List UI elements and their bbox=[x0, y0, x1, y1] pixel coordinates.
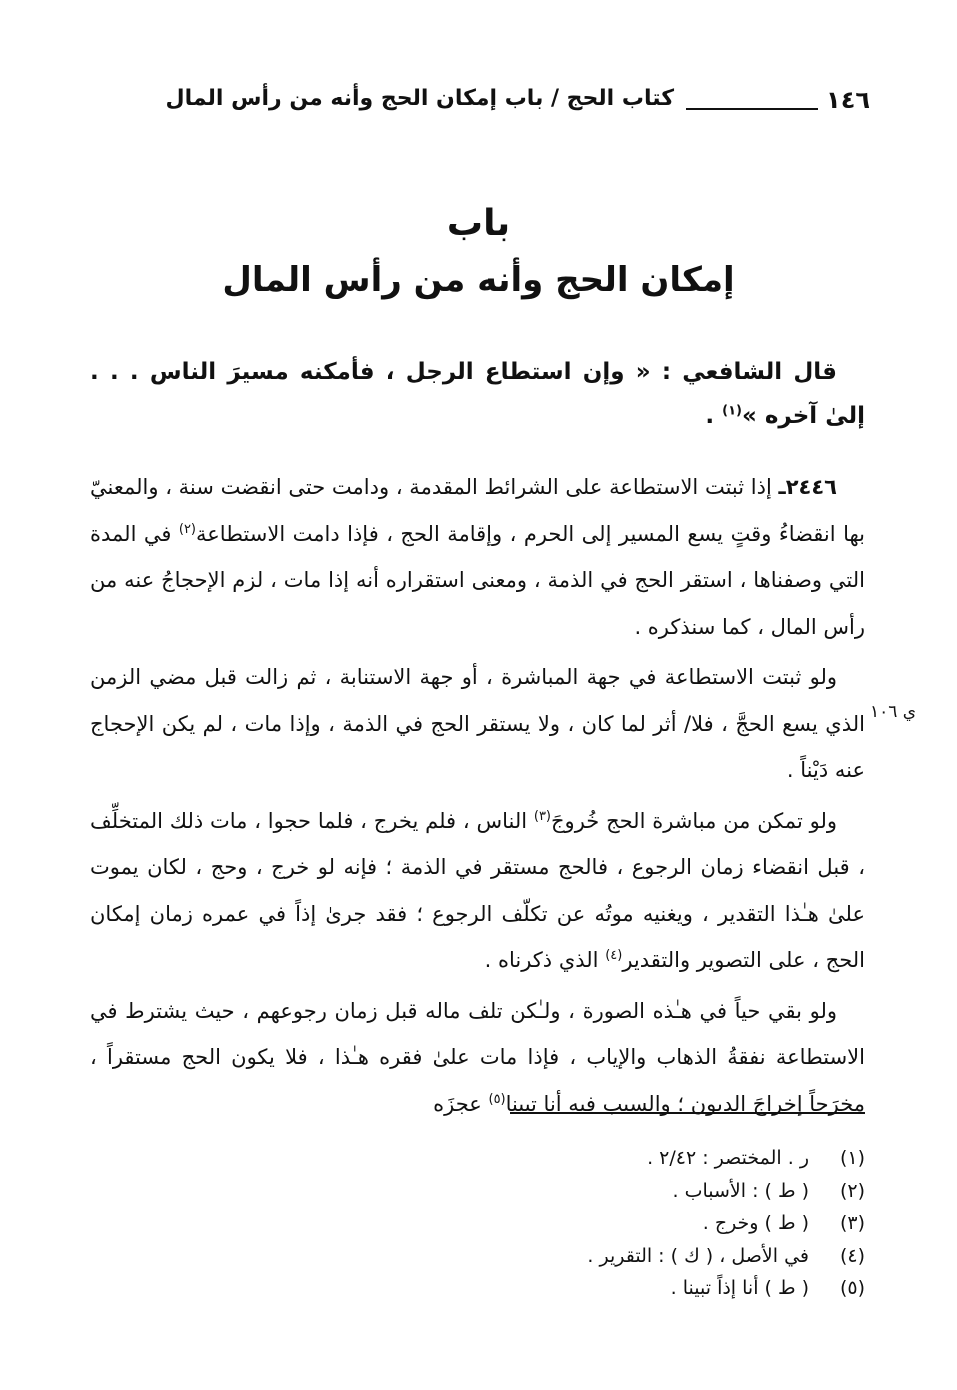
quote-text: قال الشافعي : « وإن استطاع الرجل ، فأمكنه مسيرَ الناس . . . إلىٰ آخره » bbox=[90, 359, 865, 429]
chapter-label: باب bbox=[446, 203, 511, 244]
chapter-title: إمكان الحج وأنه من رأس المال bbox=[222, 260, 735, 300]
footnote-item bbox=[245, 1240, 865, 1273]
paragraph bbox=[90, 798, 865, 984]
paragraph-text: إذا ثبتت الاستطاعة على الشرائط المقدمة ، ودامت حتى انقضت سنة ، والمعنيّ بها انقضاءُ وقتٍ يسع المسير إلى الحرم ، وإقامة الحج ، فإذا دامت الاستطاعة bbox=[90, 475, 865, 546]
footnote-ref-5: (٥) bbox=[488, 1091, 506, 1107]
footnote-number: (١) bbox=[839, 1147, 865, 1169]
chapter-heading bbox=[0, 196, 957, 308]
footnote-text: في الأصل ، ( ك ) : التقرير . bbox=[587, 1244, 809, 1267]
footnote-ref-1: (١) bbox=[722, 403, 742, 419]
paragraph-text: ولو ثبتت الاستطاعة في جهة المباشرة ، أو جهة الاستنابة ، ثم زالت قبل مضي الزمن الذي يسع الحجَّ ، فلا/ أثر لما كان ، ولا يستقر الحج في الذمة ، وإذا مات ، لم يكن الإحجاج عنه دَيْناً . bbox=[90, 665, 865, 782]
footnote-text: ( ط ) : الأسباب . bbox=[672, 1179, 809, 1202]
footnote-number: (٥) bbox=[839, 1277, 865, 1299]
page-number: ١٤٦ bbox=[826, 86, 870, 114]
shafii-quote bbox=[90, 350, 865, 438]
paragraph-text: الذي ذكرناه . bbox=[484, 948, 606, 972]
footnote-text: ( ط ) وخرج . bbox=[702, 1212, 809, 1234]
paragraph-number: ٢٤٤٦ـ bbox=[778, 475, 837, 499]
footnote-number: (٣) bbox=[839, 1212, 865, 1234]
footnote-item bbox=[245, 1207, 865, 1240]
footnotes bbox=[245, 1142, 865, 1305]
footnote-ref-2: (٢) bbox=[178, 521, 196, 537]
running-header bbox=[80, 86, 870, 126]
manuscript-margin-note: ي ١٠٦ bbox=[870, 702, 917, 722]
paragraph-text: ولو بقي حياً في هـٰذه الصورة ، ولـٰكن تلف ماله قبل زمان رجوعهم ، حيث يشترط في الاستطاعة نفقةُ الذهاب والإياب ، فإذا مات علىٰ فقره هـٰذا ، فلا يكون الحج مستقراً ، مخرَجاً إخراجَ الديون ؛ والسبب فيه أنا تبينا bbox=[90, 998, 865, 1116]
paragraph-2446 bbox=[90, 464, 865, 650]
running-title: كتاب الحج / باب إمكان الحج وأنه من رأس المال bbox=[165, 86, 674, 111]
footnote-text: ر . المختصر : ٢/٤٢ . bbox=[647, 1147, 809, 1169]
footnote-ref-4: (٤) bbox=[605, 948, 623, 963]
footnote-item bbox=[245, 1272, 865, 1305]
footnote-number: (٢) bbox=[839, 1179, 865, 1202]
paragraph-text: ولو تمكن من مباشرة الحج خُروجَ bbox=[551, 808, 837, 833]
footnote-item bbox=[245, 1142, 865, 1175]
footnote-ref-3: (٣) bbox=[533, 808, 551, 824]
paragraph-text: عجزَه bbox=[433, 1091, 489, 1116]
body-text bbox=[90, 350, 865, 1131]
header-rule bbox=[686, 108, 818, 110]
footnote-number: (٤) bbox=[839, 1244, 865, 1267]
footnote-item bbox=[245, 1175, 865, 1208]
quote-end: . bbox=[705, 403, 723, 429]
paragraph bbox=[90, 654, 865, 794]
paragraph-text: الناس ، فلم يخرج ، فلما حجوا ، مات ذلك المتخلِّف ، قبل انقضاء زمان الرجوع ، فالحج مستقر في الذمة ؛ فإنه لو خرج ، وحج ، لكان يموت علىٰ هـٰذا التقدير ، ويغنيه موتُه عن تكلّف الرجوع ؛ فقد جرىٰ إذاً في عمره زمان إمكان الحج ، على التصوير والتقدير bbox=[90, 808, 865, 972]
paragraph-text: في المدة التي وصفناها ، استقر الحج في الذمة ، ومعنى استقراره أنه إذا مات ، لزم الإحجاجُ عنه من رأس المال ، كما سنذكره . bbox=[90, 521, 865, 639]
footnote-rule bbox=[510, 1112, 865, 1114]
footnote-text: ( ط ) أنا إذاً تبينا . bbox=[670, 1277, 809, 1299]
paragraph bbox=[90, 988, 865, 1128]
